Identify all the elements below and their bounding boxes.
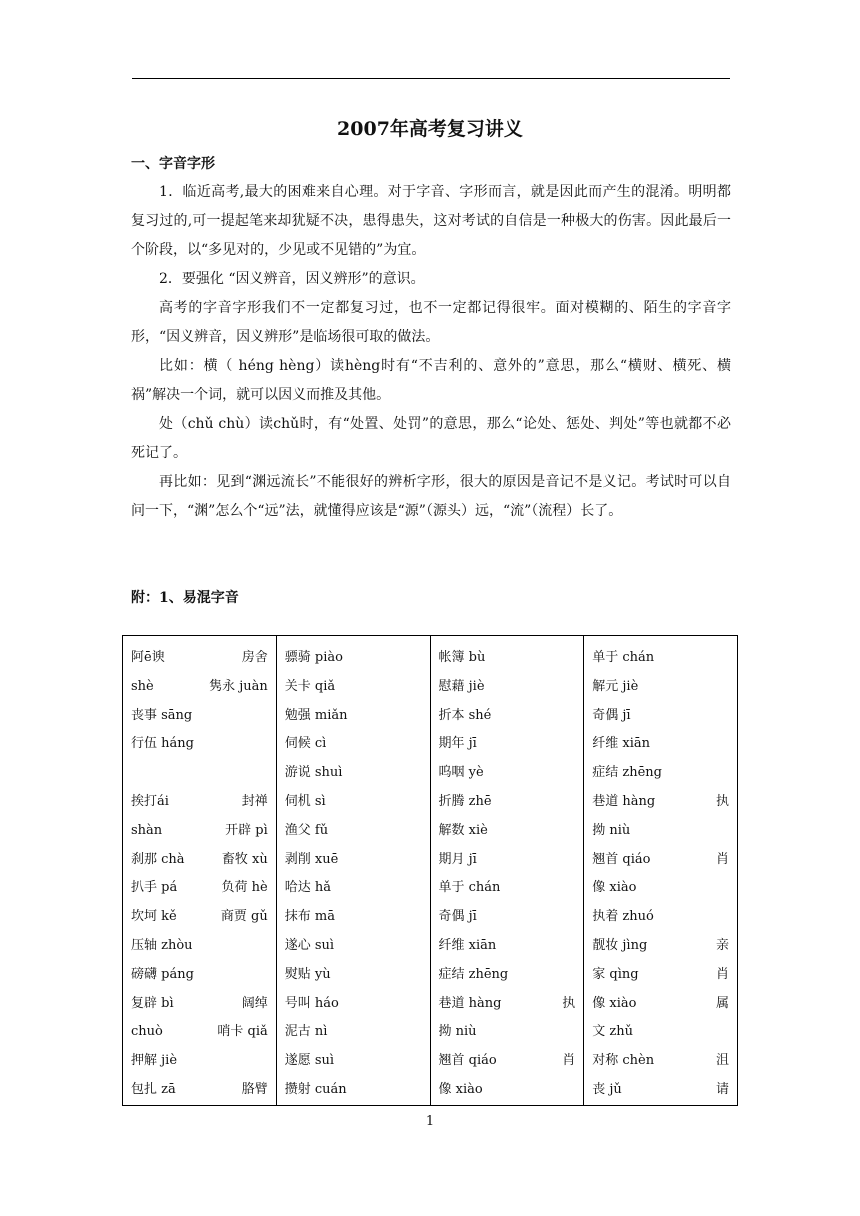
table-cell-line — [131, 673, 268, 702]
paragraph: 再比如：见到“渊远流长”不能很好的辨析字形，很大的原因是音记不是义记。考试时可以自问一下，“渊”怎么个“远”法，就懂得应该是“源”（源头）远，“流”（流程）长了。 — [131, 474, 731, 519]
entry-left: 挨打ái — [131, 793, 169, 809]
table-column-2 — [276, 636, 430, 1106]
entry-right: 阔绰 — [241, 995, 268, 1011]
entry-right: 哨卡 qiǎ — [217, 1024, 268, 1040]
entry-left: 泥古 nì — [284, 1024, 328, 1040]
entry-left: 游说 shuì — [284, 765, 343, 781]
entry-left: 磅礴 páng — [131, 966, 194, 982]
entry-left: 文 zhǔ — [592, 1024, 633, 1040]
entry-left: 折本 shé — [438, 707, 492, 723]
table-cell-line — [285, 759, 422, 788]
table-cell-line — [285, 874, 422, 903]
entry-left: 熨贴 yù — [284, 966, 331, 982]
table-cell-line — [439, 788, 576, 817]
table-cell-line — [131, 702, 268, 731]
entry-left: 执着 zhuó — [592, 909, 654, 925]
table-cell-line — [285, 846, 422, 875]
table-cell-line — [439, 673, 576, 702]
table-cell-line — [285, 932, 422, 961]
table-column-4 — [584, 636, 738, 1106]
entry-right: 肖 — [562, 1053, 576, 1069]
table-cell-line — [285, 730, 422, 759]
table-cell-line — [131, 846, 268, 875]
entry-left: 翘首 qiáo — [592, 851, 651, 867]
entry-right: 隽永 juàn — [209, 678, 268, 694]
table-cell-line — [285, 788, 422, 817]
table-cell-line — [592, 702, 729, 731]
entry-left: chuò — [131, 1024, 163, 1040]
table-cell-line — [131, 961, 268, 990]
entry-left: 奇偶 jī — [592, 707, 631, 723]
table-cell-line — [439, 817, 576, 846]
table-cell-line — [285, 1076, 422, 1105]
paragraph: 比如：横（ héng hèng）读hèng时有“不吉利的、意外的”意思，那么“横财、横死、横祸”解决一个词，就可以因义而推及其他。 — [131, 358, 731, 403]
entry-left: 攒射 cuán — [284, 1081, 347, 1097]
table-column-3 — [430, 636, 584, 1106]
table-cell-line — [592, 788, 729, 817]
table-cell-line — [439, 1018, 576, 1047]
table-cell-line — [131, 1076, 268, 1105]
document-title: 2007年高考复习讲义 — [337, 118, 523, 140]
entry-left: 像 xiào — [592, 880, 637, 896]
entry-left: 剥削 xuē — [284, 851, 339, 867]
entry-left: 关卡 qiǎ — [284, 678, 336, 694]
entry-left: 家 qìng — [592, 966, 639, 982]
entry-left: 扒手 pá — [131, 880, 178, 896]
entry-left: 纤维 xiān — [438, 937, 497, 953]
table-cell-line — [131, 874, 268, 903]
table-cell-line — [439, 1076, 576, 1105]
table-cell-line — [285, 961, 422, 990]
entry-left: 拗 niù — [438, 1024, 477, 1040]
entry-left: 拗 niù — [592, 822, 631, 838]
table-cell-line — [285, 903, 422, 932]
body-text — [131, 178, 731, 526]
appendix-heading: 附：1、易混字音 — [131, 590, 239, 606]
table-column-1 — [123, 636, 277, 1106]
entry-left: 伺候 cì — [284, 736, 327, 752]
entry-left: 渔父 fǔ — [284, 822, 329, 838]
table-cell-line — [439, 903, 576, 932]
entry-right: 房舍 — [241, 650, 268, 665]
table-cell-line — [592, 846, 729, 875]
table-cell-line — [131, 990, 268, 1019]
paragraph: 处（chǔ chù）读chǔ时，有“处置、处罚”的意思，那么“论处、惩处、判处”等也就都不必死记了。 — [131, 416, 731, 461]
entry-right: 肖 — [715, 851, 729, 867]
table-cell-line — [439, 990, 576, 1019]
entry-right: 封禅 — [241, 793, 268, 809]
entry-left: 症结 zhēng — [438, 966, 509, 982]
table-cell-line — [131, 932, 268, 961]
entry-left: 翘首 qiáo — [438, 1053, 497, 1069]
entry-left: 呜咽 yè — [438, 765, 484, 781]
entry-left: 勉强 miǎn — [284, 707, 348, 723]
table-cell-line — [131, 730, 268, 759]
entry-left: 阿ē谀 — [131, 650, 165, 665]
entry-right: 畜牧 xù — [221, 851, 268, 867]
entry-left: 遂愿 suì — [284, 1053, 335, 1069]
table-cell-line — [592, 1047, 729, 1076]
entry-left: 像 xiào — [592, 995, 637, 1011]
entry-left: 押解 jiè — [131, 1053, 178, 1069]
table-cell-line — [592, 1076, 729, 1105]
entry-right: 执 — [562, 995, 576, 1011]
table-cell-line — [439, 846, 576, 875]
entry-right: 属 — [715, 995, 729, 1011]
table-cell-line — [592, 990, 729, 1019]
table-cell-line — [439, 1047, 576, 1076]
table-cell-line — [592, 759, 729, 788]
entry-left: 遂心 suì — [284, 937, 335, 953]
table-cell-line — [131, 788, 268, 817]
entry-left: 纤维 xiān — [592, 736, 650, 752]
table-cell-line — [285, 1018, 422, 1047]
table-cell-line — [285, 673, 422, 702]
table-cell-line — [592, 644, 729, 673]
header-rule — [132, 78, 730, 79]
table-cell-line — [285, 702, 422, 731]
table-cell-line — [439, 874, 576, 903]
table-cell-line — [592, 874, 729, 903]
entry-left: 包扎 zā — [131, 1081, 176, 1097]
section-heading: 一、字音字形 — [131, 156, 215, 172]
entry-left: 伺机 sì — [284, 793, 326, 809]
entry-left: 对称 chèn — [592, 1053, 655, 1069]
entry-left: 压轴 zhòu — [131, 937, 193, 953]
entry-left: shè — [131, 678, 154, 694]
table-cell-line — [592, 1018, 729, 1047]
entry-right: 肖 — [715, 966, 729, 982]
entry-left: 帐簿 bù — [438, 650, 486, 665]
table-cell-line — [131, 1018, 268, 1047]
entry-left: 抹布 mā — [284, 909, 335, 925]
table-cell-line — [131, 817, 268, 846]
table-cell-line — [592, 817, 729, 846]
pronunciation-table — [122, 635, 738, 1106]
entry-left: 折腾 zhē — [438, 793, 492, 809]
entry-left: 单于 chán — [592, 650, 655, 665]
entry-left: 慰藉 jiè — [438, 678, 485, 694]
table-cell-line — [285, 1047, 422, 1076]
entry-left: 丧事 sāng — [131, 707, 193, 723]
entry-left: 复辟 bì — [131, 995, 174, 1011]
table-cell-line — [285, 817, 422, 846]
table-cell-line — [131, 903, 268, 932]
entry-left: shàn — [131, 822, 163, 838]
entry-left: 巷道 hàng — [592, 793, 656, 809]
entry-left: 像 xiào — [438, 1081, 483, 1097]
table-cell-line — [592, 903, 729, 932]
entry-left: 靓妆 jìng — [592, 937, 648, 953]
page-number: 1 — [425, 1114, 435, 1129]
entry-right: 执 — [715, 793, 729, 809]
table-cell-line — [439, 644, 576, 673]
paragraph: 2．要强化 “因义辨音，因义辨形”的意识。 — [159, 271, 425, 287]
entry-left: 哈达 hǎ — [284, 880, 332, 896]
entry-left: 行伍 háng — [131, 736, 194, 752]
table-cell-line — [285, 990, 422, 1019]
entry-left: 期年 jī — [438, 736, 477, 752]
entry-left: 丧 jǔ — [592, 1081, 622, 1097]
table-cell-line — [439, 730, 576, 759]
entry-left: 奇偶 jī — [438, 909, 477, 925]
paragraph: 高考的字音字形我们不一定都复习过，也不一定都记得很牢。面对模糊的、陌生的字音字形，“因义辨音，因义辨形”是临场很可取的做法。 — [131, 300, 731, 345]
entry-right: 负荷 hè — [221, 880, 268, 896]
table-cell-line — [131, 644, 268, 673]
entry-left: 骠骑 piào — [284, 650, 343, 665]
table-cell-line — [131, 759, 268, 788]
table-cell-line — [439, 961, 576, 990]
entry-right: 开辟 pì — [225, 822, 268, 838]
entry-left: 巷道 hàng — [438, 995, 502, 1011]
entry-left: 刹那 chà — [131, 851, 185, 867]
table-cell-line — [592, 932, 729, 961]
entry-right: 胳臂 — [241, 1081, 268, 1097]
entry-right: 商贾 gǔ — [220, 909, 268, 925]
table-cell-line — [131, 1047, 268, 1076]
table-cell-line — [592, 673, 729, 702]
entry-right: 亲 — [715, 937, 729, 953]
table-cell-line — [439, 932, 576, 961]
entry-left: 解数 xiè — [438, 822, 488, 838]
entry-left: 坎坷 kě — [131, 909, 177, 925]
entry-left: 解元 jiè — [592, 678, 639, 694]
table-cell-line — [592, 730, 729, 759]
entry-left: 症结 zhēng — [592, 765, 662, 781]
paragraph: 1．临近高考,最大的困难来自心理。对于字音、字形而言，就是因此而产生的混淆。明明都复习过的,可一提起笔来却犹疑不决，患得患失，这对考试的自信是一种极大的伤害。因此最后一个阶段，以“多见对的，少见或不见错的”为宜。 — [131, 184, 731, 258]
table-cell-line — [592, 961, 729, 990]
entry-left: 号叫 háo — [284, 995, 339, 1011]
entry-left: 期月 jī — [438, 851, 477, 867]
entry-left: 单于 chán — [438, 880, 501, 896]
entry-right: 沮 — [715, 1053, 729, 1069]
entry-right: 请 — [715, 1081, 729, 1097]
table-cell-line — [285, 644, 422, 673]
table-cell-line — [439, 702, 576, 731]
table-cell-line — [439, 759, 576, 788]
